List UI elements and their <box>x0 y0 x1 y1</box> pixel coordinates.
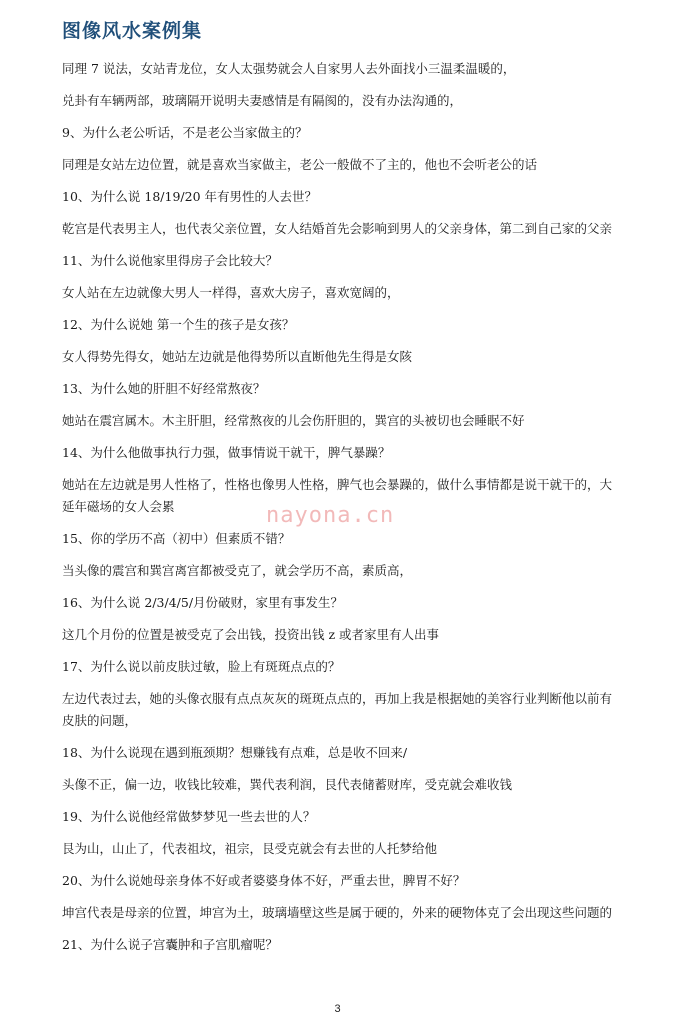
question-line: 18、为什么说现在遇到瓶颈期？想赚钱有点难，总是收不回来/ <box>62 745 408 760</box>
question-line: 20、为什么说她母亲身体不好或者婆婆身体不好，严重去世，脾胃不好？ <box>62 873 466 888</box>
question-line: 10、为什么说 18/19/20 年有男性的人去世？ <box>62 189 317 204</box>
answer-line: 女人得势先得女，她站左边就是他得势所以直断他先生得是女陔 <box>62 349 413 364</box>
answer-line: 乾宫是代表男主人，也代表父亲位置，女人结婚首先会影响到男人的父亲身体，第二到自己家的父亲 <box>62 221 613 236</box>
answer-line: 这几个月份的位置是被受克了会出钱，投资出钱 z 或者家里有人出事 <box>62 627 440 642</box>
answer-line: 当头像的震宫和巽宫离宫都被受克了，就会学历不高，素质高， <box>62 563 413 578</box>
answer-line: 左边代表过去，她的头像衣服有点点灰灰的斑斑点点的，再加上我是根据她的美容行业判断他以前有皮肤的问题， <box>62 691 613 728</box>
answer-line: 坤宫代表是母亲的位置，坤宫为土，玻璃墙壁这些是属于硬的，外来的硬物体克了会出现这些问题的 <box>62 905 613 920</box>
answer-line: 同理是女站左边位置，就是喜欢当家做主，老公一般做不了主的，他也不会听老公的话 <box>62 157 538 172</box>
question-line: 13、为什么她的肝胆不好经常熬夜？ <box>62 381 266 396</box>
document-title: 图像风水案例集 <box>62 20 203 42</box>
question-line: 14、为什么他做事执行力强，做事情说干就干，脾气暴躁？ <box>62 445 391 460</box>
answer-line: 女人站在左边就像大男人一样得，喜欢大房子，喜欢宽阔的， <box>62 285 400 300</box>
answer-line: 她站在震宫属木。木主肝胆，经常熬夜的儿会伤肝胆的，巽宫的头被切也会睡眠不好 <box>62 413 525 428</box>
answer-line: 她站在左边就是男人性格了，性格也像男人性格，脾气也会暴躁的，做什么事情都是说干就干的，大延年磁场的女人会累 <box>62 477 613 514</box>
question-line: 11、为什么说他家里得房子会比较大？ <box>62 253 278 268</box>
answer-line: 头像不正，偏一边，收钱比较难，巽代表利润，艮代表储蓄财库，受克就会难收钱 <box>62 777 513 792</box>
answer-line: 兑卦有车辆两部，玻璃隔开说明夫妻感情是有隔阂的，没有办法沟通的， <box>62 93 463 108</box>
page-number: 3 <box>334 1003 341 1015</box>
question-line: 16、为什么说 2/3/4/5/月份破财，家里有事发生？ <box>62 595 344 610</box>
watermark-text: nayona.cn <box>266 503 395 528</box>
question-line: 17、为什么说以前皮肤过敏，脸上有斑斑点点的？ <box>62 659 341 674</box>
question-line: 15、你的学历不高（初中）但素质不错？ <box>62 531 291 546</box>
answer-line: 同理 7 说法，女站青龙位，女人太强势就会人自家男人去外面找小三温柔温暖的， <box>62 61 516 76</box>
answer-line: 艮为山，山止了，代表祖坟，祖宗，艮受克就会有去世的人托梦给他 <box>62 841 438 856</box>
question-line: 12、为什么说她 第一个生的孩子是女孩？ <box>62 317 295 332</box>
question-line: 9、为什么老公听话，不是老公当家做主的？ <box>62 125 308 140</box>
question-line: 19、为什么说他经常做梦梦见一些去世的人？ <box>62 809 316 824</box>
question-line: 21、为什么说子宫囊肿和子宫肌瘤呢？ <box>62 937 278 952</box>
